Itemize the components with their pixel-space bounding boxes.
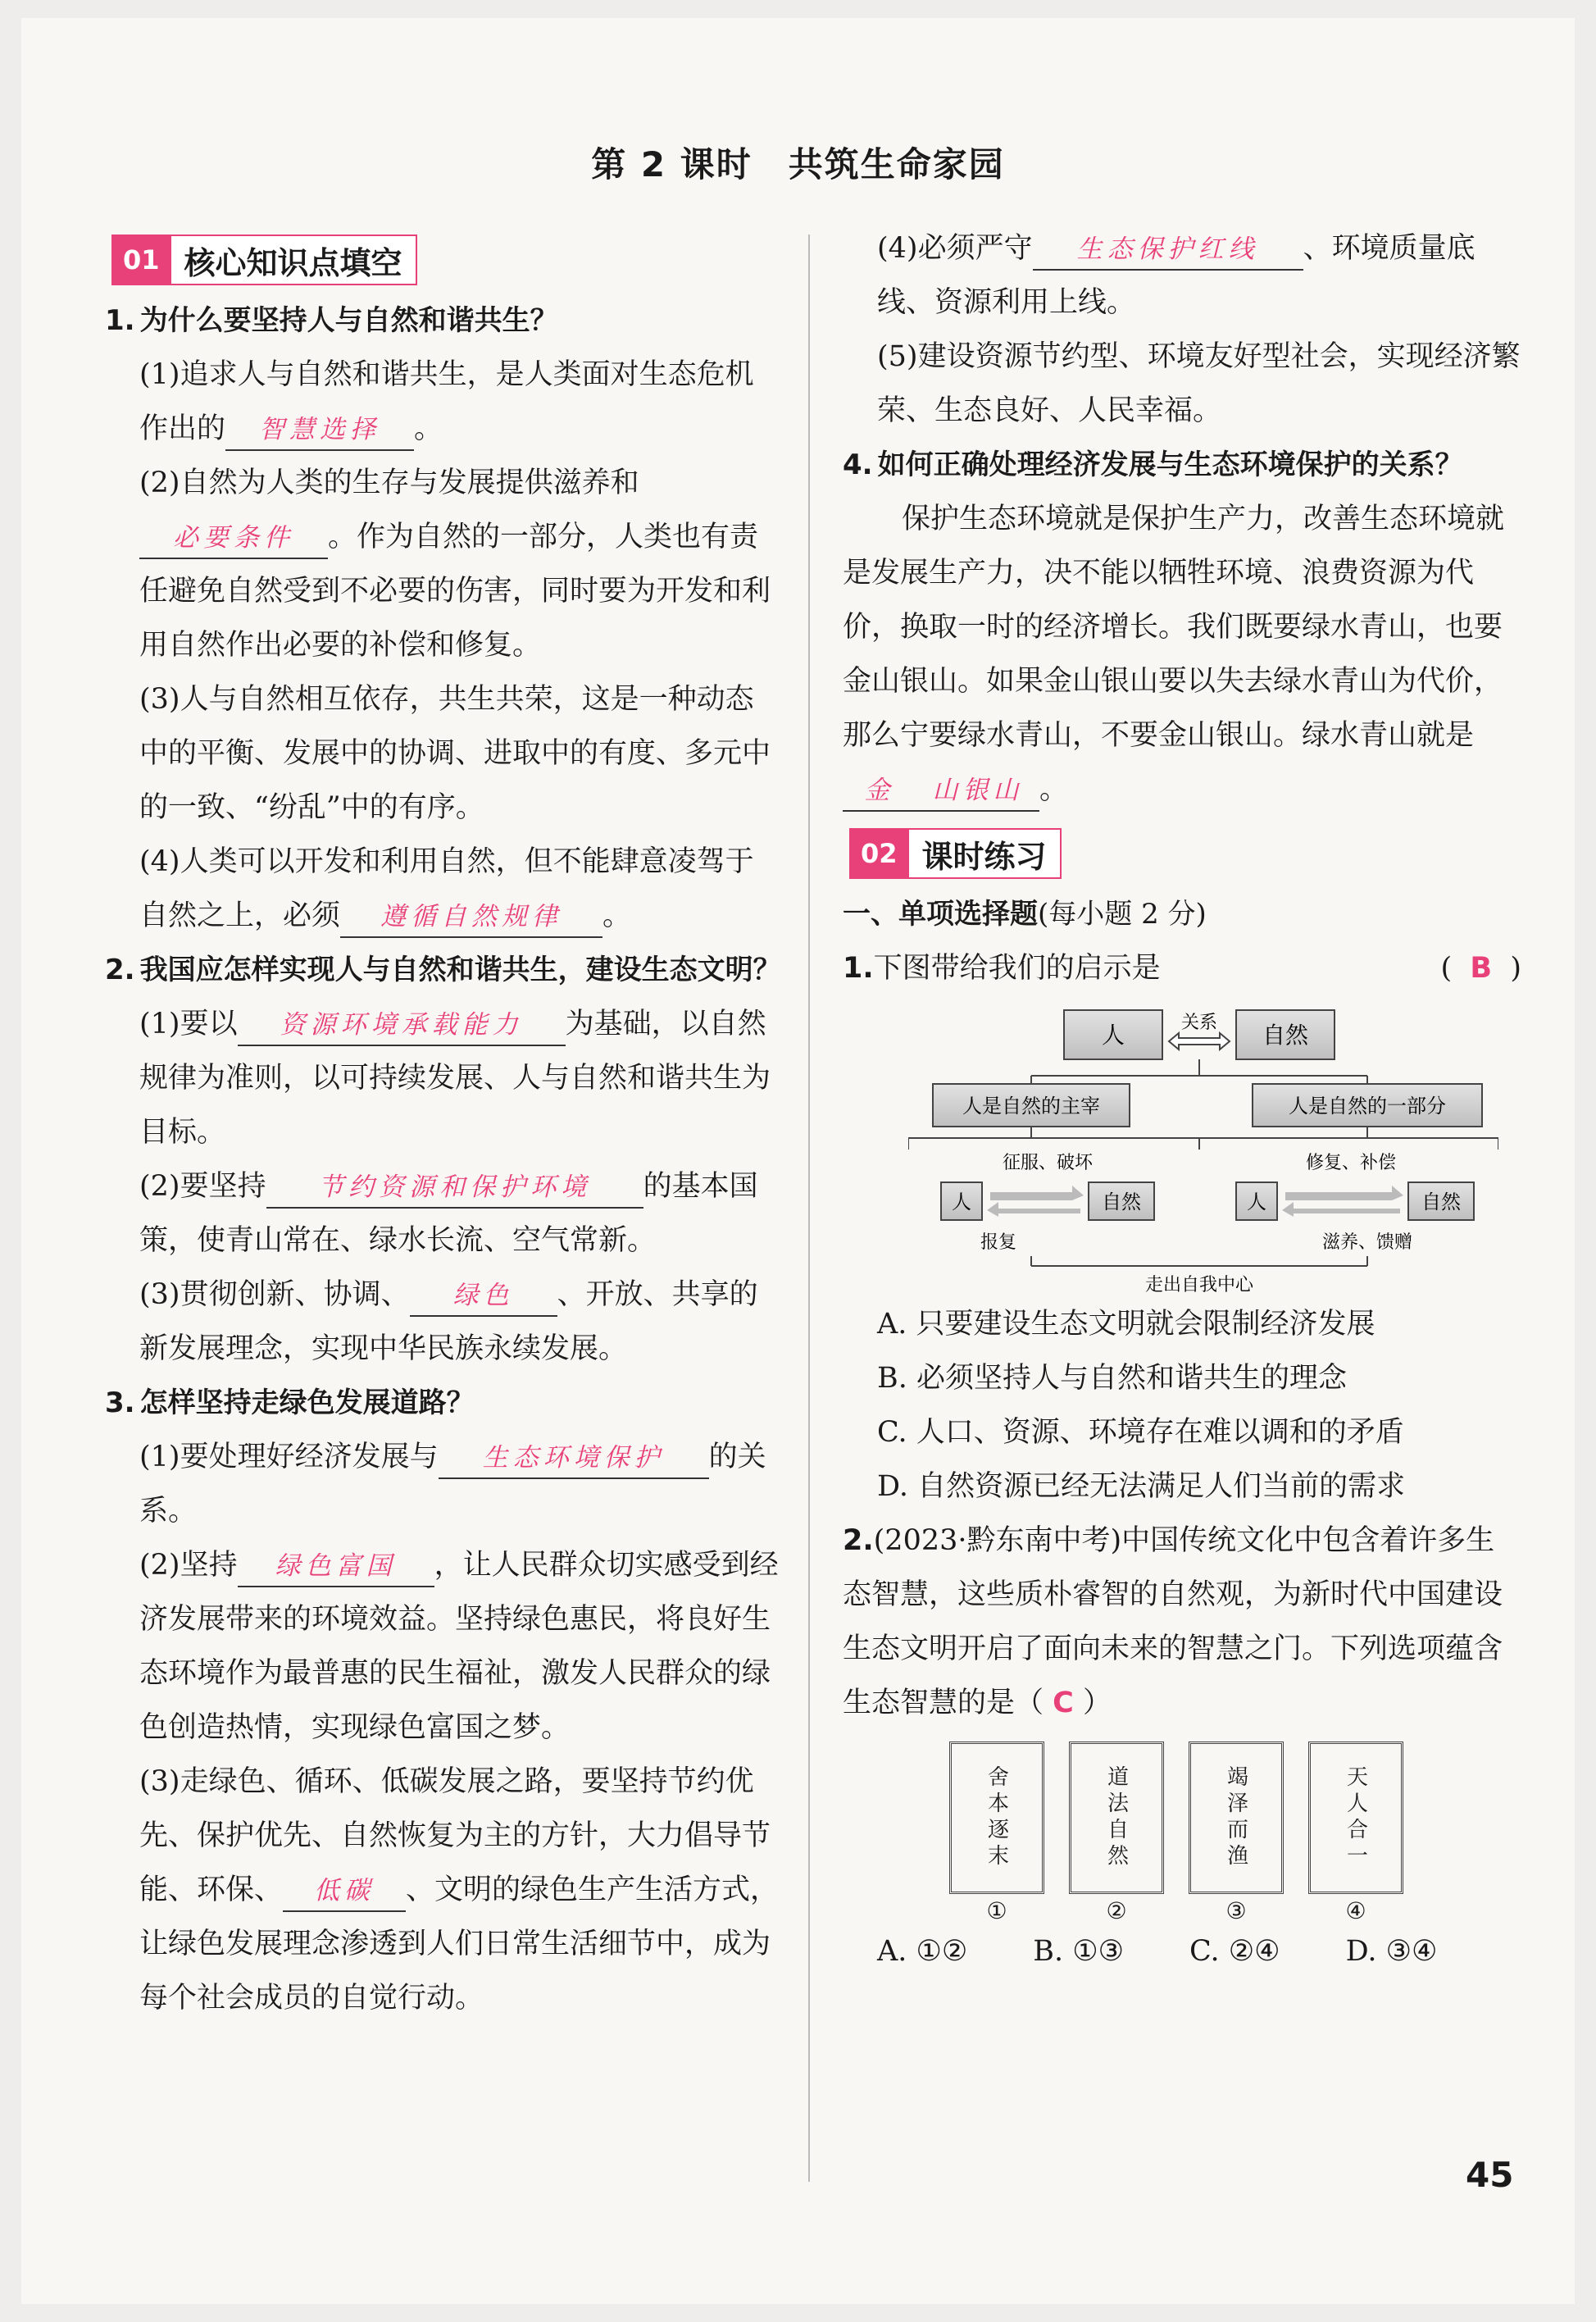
section-name: 课时练习 [909,828,1062,879]
q3-item-5: (5)建设资源节约型、环境友好型社会，实现经济繁荣、生态良好、人民幸福。 [877,340,1521,427]
question-number: 1. [105,304,135,337]
answer-blank: 低碳 [283,1870,406,1912]
answer-blank: 必要条件 [139,517,328,559]
q2-item-2: (2)要坚持 节约资源和保护环境 的基本国策，使青山常在、绿水长流、空气常新。 [139,1159,781,1268]
idiom-card-3: 竭泽而渔 ③ [1189,1742,1284,1924]
q1-item-2: (2)自然为人类的生存与发展提供滋养和必要条件 。作为自然的一部分，人类也有责任避免自然受到不必要的伤害，同时要为开发和利用自然作出必要的补偿和修复。 [139,467,771,662]
page-title: 第 2 课时 共筑生命家园 [591,144,1005,184]
q4-answer-paragraph: 保护生态环境就是保护生产力，改善生态环境就是发展生产力，决不能以牺牲环境、浪费资源为代价，换取一时的经济增长。我们既要绿水青山，也要金山银山。如果金山银山要以失去绿水青山为代价，那么宁要绿水青山，不要金山银山。绿水青山就是金 山银山 。 [843,492,1521,817]
subsection-heading: 一、单项选择题(每小题 2 分) [843,898,1207,931]
svg-text:修复、补偿: 修复、补偿 [1305,1153,1397,1173]
question-1-heading [105,294,781,348]
arrow-right-icon [990,1186,1084,1200]
idiom-cards [949,1742,1521,1924]
svg-text:走出自我中心: 走出自我中心 [1144,1275,1254,1295]
section-header-core [111,234,417,285]
answer-blank: 遵循自然规律 [340,896,602,938]
svg-text:人是自然的一部分: 人是自然的一部分 [1289,1095,1446,1118]
q3-item-2: (2)坚持 绿色富国 ，让人民群众切实感受到经济发展带来的环境效益。坚持绿色惠民，将良好生态环境作为最普惠的民生福祉，激发人民群众的绿色创造热情，实现绿色富国之梦。 [139,1538,781,1755]
svg-text:关系: 关系 [1180,1013,1218,1033]
double-arrow-icon [1169,1033,1230,1049]
answer-blank: 节约资源和保护环境 [266,1167,643,1209]
q1-item-1: (1)追求人与自然和谐共生，是人类面对生态危机作出的 智慧选择 。 [139,348,781,456]
q3-item-1: (1)要处理好经济发展与 生态环境保护 的关系。 [139,1430,781,1538]
section-header-practice [849,828,1062,879]
answer-blank: 金 [843,770,916,812]
section-number: 01 [111,234,171,285]
mc-question-2: 2.(2023·黔东南中考)中国传统文化中包含着许多生态智慧，这些质朴睿智的自然观，为新时代中国建设生态文明开启了面向未来的智慧之门。下列选项蕴含生态智慧的是（ C ） [843,1524,1503,1719]
question-text: 为什么要坚持人与自然和谐共生？ [139,304,558,337]
svg-text:人: 人 [1247,1191,1266,1213]
q2-options [877,1924,1521,1978]
right-column [843,221,1521,1978]
mc-question-1: 1.下图带给我们的启示是 ( B ) [843,952,1521,985]
option-c[interactable]: C. ②④ [1189,1935,1280,1968]
svg-text:自然: 自然 [1421,1191,1461,1213]
idiom-card-4: 天人合一 ④ [1308,1742,1403,1924]
q2-item-1: (1)要以 资源环境承载能力 为基础，以自然规律为准则，以可持续发展、人与自然和谐共生为目标。 [139,997,781,1159]
option-c[interactable]: C. 人口、资源、环境存在难以调和的矛盾 [877,1416,1404,1449]
answer-blank: 智慧选择 [225,409,414,451]
svg-text:滋养、馈赠: 滋养、馈赠 [1321,1232,1413,1253]
option-a[interactable]: A. 只要建设生态文明就会限制经济发展 [877,1308,1375,1341]
relation-diagram [908,1002,1498,1297]
option-b[interactable]: B. ①③ [1033,1935,1125,1968]
answer-blank: 生态环境保护 [439,1437,709,1479]
idiom-card-1: 舍本逐末 ① [949,1742,1044,1924]
answer-blank: 资源环境承载能力 [238,1004,566,1046]
question-2-heading: 2. 我国应怎样实现人与自然和谐共生，建设生态文明？ [105,954,781,986]
arrow-left-icon [987,1202,1080,1217]
answer-mark: B [1470,952,1493,985]
option-b[interactable]: B. 必须坚持人与自然和谐共生的理念 [877,1362,1347,1395]
section-name: 核心知识点填空 [171,234,417,285]
q1-item-3: (3)人与自然相互依存，共生共荣，这是一种动态中的平衡、发展中的协调、进取中的有度、多元中的一致、“纷乱”中的有序。 [139,683,771,824]
svg-text:自然: 自然 [1102,1191,1141,1213]
svg-text:人: 人 [952,1191,971,1213]
question-3-heading: 3. 怎样坚持走绿色发展道路？ [105,1386,475,1419]
column-divider [808,234,810,2182]
idiom-card-2: 道法自然 ② [1069,1742,1164,1924]
answer-blank: 山银山 [916,770,1039,812]
question-4-heading: 4. 如何正确处理经济发展与生态环境保护的关系？ [843,448,1463,481]
section-number: 02 [849,828,909,879]
q1-item-4: (4)人类可以开发和利用自然，但不能肆意凌驾于自然之上，必须 遵循自然规律 。 [139,835,781,943]
left-column [105,234,781,2025]
answer-blank: 绿色富国 [238,1546,434,1587]
answer-mark: C [1053,1687,1074,1719]
q2-item-3: (3)贯彻创新、协调、 绿色 、开放、共享的新发展理念，实现中华民族永续发展。 [139,1268,781,1376]
svg-text:报复: 报复 [980,1232,1017,1253]
q3-item-3: (3)走绿色、循环、低碳发展之路，要坚持节约优先、保护优先、自然恢复为主的方针，大力倡导节能、环保、 低碳 、文明的绿色生产生活方式，让绿色发展理念渗透到人们日常生活细节中，成为每个社会成员的自觉行动。 [139,1765,780,2015]
page-number: 45 [1466,2155,1514,2195]
svg-text:人: 人 [1101,1022,1125,1049]
svg-text:自然: 自然 [1262,1022,1309,1049]
svg-text:征服、破坏: 征服、破坏 [1002,1153,1094,1173]
svg-text:人是自然的主宰: 人是自然的主宰 [962,1095,1100,1118]
q3-item-4: (4)必须严守 生态保护红线 、环境质量底线、资源利用上线。 [877,221,1521,330]
option-a[interactable]: A. ①② [877,1935,968,1968]
option-d[interactable]: D. 自然资源已经无法满足人们当前的需求 [877,1470,1406,1503]
answer-blank: 绿色 [410,1275,557,1317]
option-d[interactable]: D. ③④ [1345,1935,1438,1968]
answer-blank: 生态保护红线 [1033,229,1303,271]
